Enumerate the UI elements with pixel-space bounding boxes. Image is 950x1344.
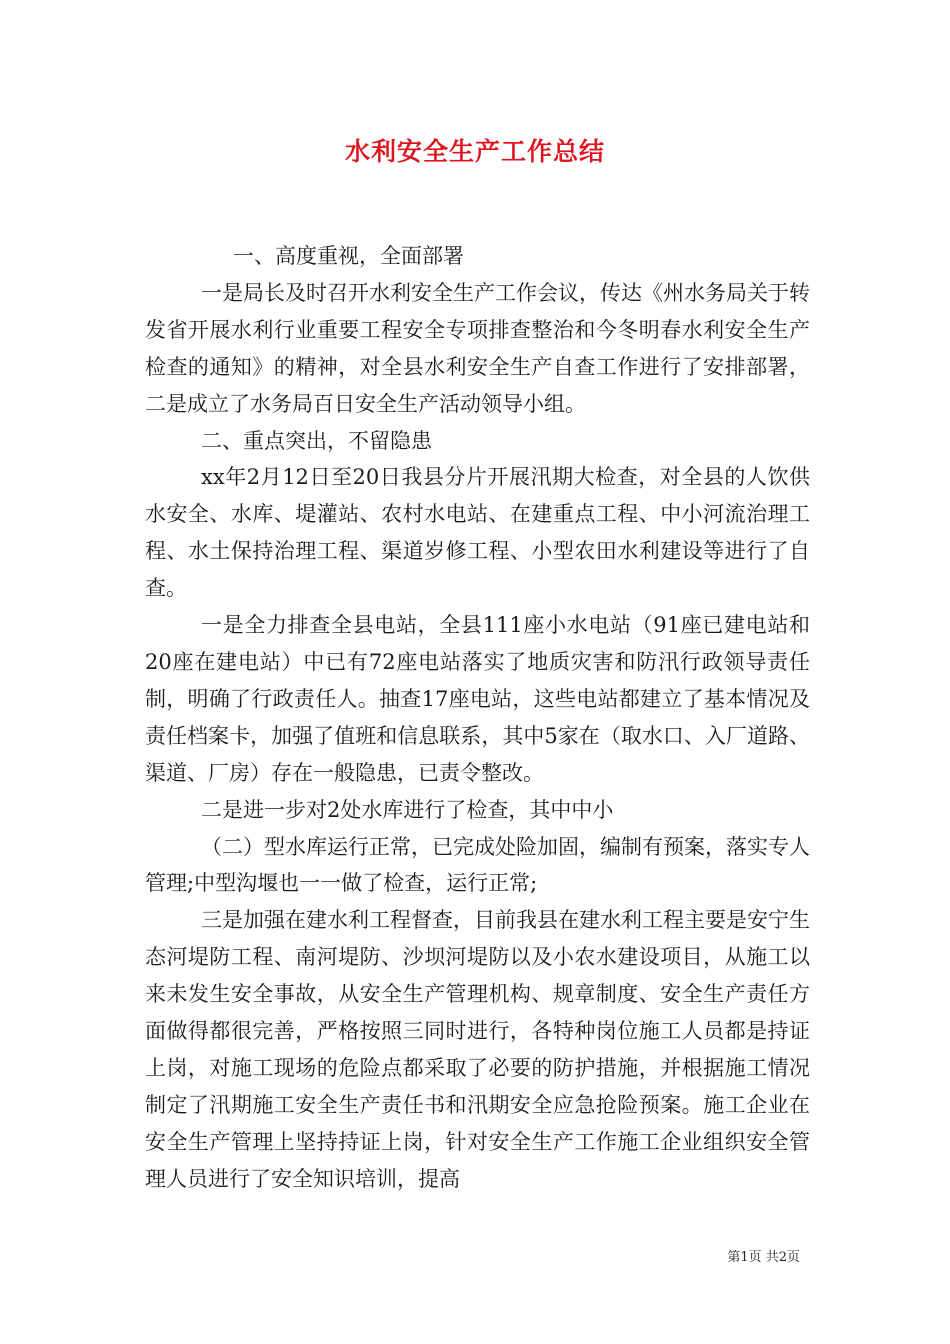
paragraph: 一是局长及时召开水利安全生产工作会议，传达《州水务局关于转发省开展水利行业重要工程安全专项排查整治和今冬明春水利安全生产检查的通知》的精神，对全县水利安全生产自查工作进行了安排部署，二是成立了水务局百日安全生产活动领导小组。 <box>145 280 810 416</box>
paragraph: xx年2月12日至20日我县分片开展汛期大检查，对全县的人饮供水安全、水库、堤灌站、农村水电站、在建重点工程、中小河流治理工程、水土保持治理工程、渠道岁修工程、小型农田水利建设等进行了自查。 <box>145 465 810 601</box>
paragraph: 一是全力排查全县电站，全县111座小水电站（91座已建电站和20座在建电站）中已有72座电站落实了地质灾害和防汛行政领导责任制，明确了行政责任人。抽查17座电站，这些电站都建立了基本情况及责任档案卡，加强了值班和信息联系，其中5家在（取水口、入厂道路、渠道、厂房）存在一般隐患，已责令整改。 <box>145 613 810 785</box>
paragraph: 二是进一步对2处水库进行了检查，其中中小 <box>201 797 614 822</box>
page-number-footer: 第1页 共2页 <box>727 1250 800 1265</box>
section-heading-2: 二、重点突出，不留隐患 <box>201 428 432 453</box>
paragraph: （二）型水库运行正常，已完成处险加固，编制有预案，落实专人管理;中型沟堰也一一做了检查，运行正常; <box>145 834 810 896</box>
document-title: 水利安全生产工作总结 <box>344 137 605 166</box>
section-heading-1: 一、高度重视，全面部署 <box>233 244 464 268</box>
paragraph: 三是加强在建水利工程督查，目前我县在建水利工程主要是安宁生态河堤防工程、南河堤防、沙坝河堤防以及小农水建设项目，从施工以来未发生安全事故，从安全生产管理机构、规章制度、安全生产责任方面做得都很完善，严格按照三同时进行，各特种岗位施工人员都是持证上岗，对施工现场的危险点都采取了必要的防护措施，并根据施工情况制定了汛期施工安全生产责任书和汛期安全应急抢险预案。施工企业在安全生产管理上坚持持证上岗，针对安全生产工作施工企业组织安全管理人员进行了安全知识培训，提高 <box>145 908 810 1191</box>
document-body <box>145 238 810 1198</box>
